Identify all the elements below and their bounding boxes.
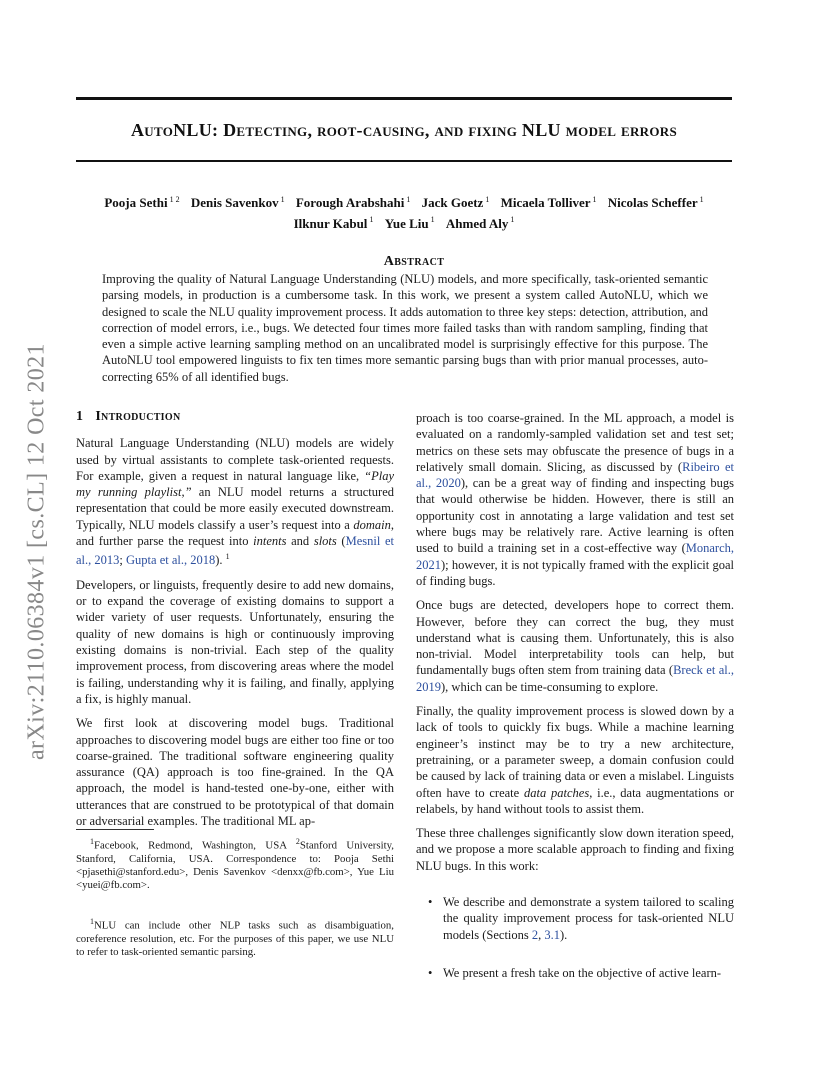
- abstract-heading: Abstract: [383, 254, 445, 269]
- section-number: 1: [76, 409, 84, 424]
- author: Yue Liu $^1$: [384, 215, 435, 231]
- author: Ilknur Kabul $^1$: [293, 215, 374, 231]
- footnote-divider: [76, 829, 154, 830]
- paragraph: We first look at discovering model bugs. Traditional approaches to discovering model bugs are either too fine or too coarse-grained. The traditional software engineering quality assurance (QA) approach is too fine-grained. In the QA approach, the model is hand-tested one-by-one, either with utterances that are construed to be prototypical of that domain or adversarial examples. The traditional ML ap-: [76, 716, 394, 828]
- author: Nicolas Scheffer $^1$: [607, 195, 704, 211]
- author: Micaela Tolliver $^1$: [500, 195, 597, 211]
- citation-link[interactable]: Monarch, 2021: [416, 541, 734, 572]
- title-bottom-rule: [76, 160, 732, 162]
- author-list: [76, 191, 732, 232]
- paragraph: These three challenges significantly slow down iteration speed, and we propose a more scalable approach to finding and fixing NLU bugs. In this work:: [416, 826, 734, 873]
- author: Jack Goetz $^1$: [421, 195, 490, 211]
- footnote-marker: 1: [225, 552, 230, 562]
- paragraph: Natural Language Understanding (NLU) models are widely used by virtual assistants to complete task-oriented requests. For example, given a request in natural language like, “Play my running playlist,” an NLU model returns a structured representation that could be more easily executed downstream. Typically, NLU models classify a user’s request into a domain, and further parse the request into intents and slots (Mesnil et al., 2013; Gupta et al., 2018). $^1$: [76, 436, 394, 568]
- contribution-list: [416, 894, 734, 981]
- paragraph: Finally, the quality improvement process is slowed down by a lack of tools to quickly fix bugs. While a machine learning engineer’s instinct may be to try a new architecture, pretraining, or a parameter sweep, a domain confusion could be caused by lack of training data or even a mislabel. Linguists often have to create data patches, i.e., data augmentations or relabels, by hand without tools to assist them.: [416, 704, 734, 816]
- abstract-text: Improving the quality of Natural Language Understanding (NLU) models, and more specifically, task-oriented semantic parsing models, in production is a cumbersome task. In this work, we present a system called AutoNLU, which we designed to scale the NLU quality improvement process. It adds automation to three key steps: detection, attribution, and correction of model errors, i.e., bugs. We detected four times more failed tasks than with random sampling, finding that even a simple active learning sampling method on an uncalibrated model is surprisingly effective for this purpose. The AutoNLU tool empowered linguists to fix ten times more semantic parsing bugs than with prior manual processes, auto-correcting 65% of all identified bugs.: [102, 272, 708, 384]
- footnote-affiliations: $^1$Facebook, Redmond, Washington, USA $^2$Stanford University, Stanford, California, USA. Correspondence to: Pooja Sethi <pjasethi@stanford.edu>, Denis Savenkov <denxx@fb.com>, Yue Liu <yuei@fb.com>.: [76, 837, 394, 892]
- section-title: Introduction: [95, 409, 181, 424]
- paragraph: Once bugs are detected, developers hope to correct them. However, before they can correct the bug, they must understand what is causing them. Unfortunately, this is also non-trivial. Model interpretability tools can help, but fundamentally bugs often stem from training data (Breck et al., 2019), which can be time-consuming to explore.: [416, 598, 734, 694]
- author: Pooja Sethi $^{1 2}$: [104, 195, 180, 211]
- author: Forough Arabshahi $^1$: [295, 195, 411, 211]
- list-item: • We describe and demonstrate a system tailored to scaling the quality improvement process for task-oriented NLU models (Sections 2, 3.1).: [428, 895, 734, 942]
- citation-link[interactable]: Ribeiro et al., 2020: [416, 459, 735, 491]
- citation-link[interactable]: Mesnil et al., 2013: [76, 534, 394, 568]
- paragraph: Developers, or linguists, frequently desire to add new domains, or to expand the coverage of existing domains to support a wider variety of user requests. Unfortunately, ensuring the quality of new domains is high or continuously improving existing domains is non-trivial. Each step of the quality improvement process, from discovering areas where the model is failing, understanding why it is failing, and finally, applying a fix, is highly manual.: [76, 577, 394, 706]
- paragraph: proach is too coarse-grained. In the ML approach, a model is evaluated on a randomly-sampled validation set and test set; metrics on these sets may obfuscate the presence of bugs in a relatively small domain. Slicing, as discussed by (Ribeiro et al., 2020), can be a great way of finding and inspecting bugs that would otherwise be hidden. However, there is still an opportunity cost in annotating a large validation and test set where bugs may be relatively rare. Active learning is often used to build a training set in a cost-effective way (Monarch, 2021); however, it is not typically framed with the explicit goal of finding bugs.: [416, 411, 735, 588]
- list-item: • We present a fresh take on the objective of active learn-: [428, 965, 722, 980]
- paper-title: AutoNLU: Detecting, root-causing, and fixing NLU model errors: [131, 120, 677, 140]
- arxiv-stamp: arXiv:2110.06384v1 [cs.CL] 12 Oct 2021: [23, 343, 50, 760]
- citation-link[interactable]: Gupta et al., 2018: [126, 553, 216, 568]
- left-column: [76, 407, 394, 837]
- title-top-rule: [76, 97, 732, 100]
- author: Denis Savenkov $^1$: [190, 195, 285, 211]
- section-ref-link[interactable]: 3.1: [544, 927, 561, 942]
- section-heading: [76, 409, 394, 425]
- section-ref-link[interactable]: 2: [531, 927, 539, 942]
- citation-link[interactable]: Breck et al., 2019: [416, 663, 734, 694]
- footnote-nlu: $^1$NLU can include other NLP tasks such as disambiguation, coreference resolution, etc. For the purposes of this paper, we use NLU to refer to task-oriented semantic parsing.: [76, 917, 394, 959]
- right-column: [416, 410, 734, 1003]
- author: Ahmed Aly $^1$: [445, 215, 515, 231]
